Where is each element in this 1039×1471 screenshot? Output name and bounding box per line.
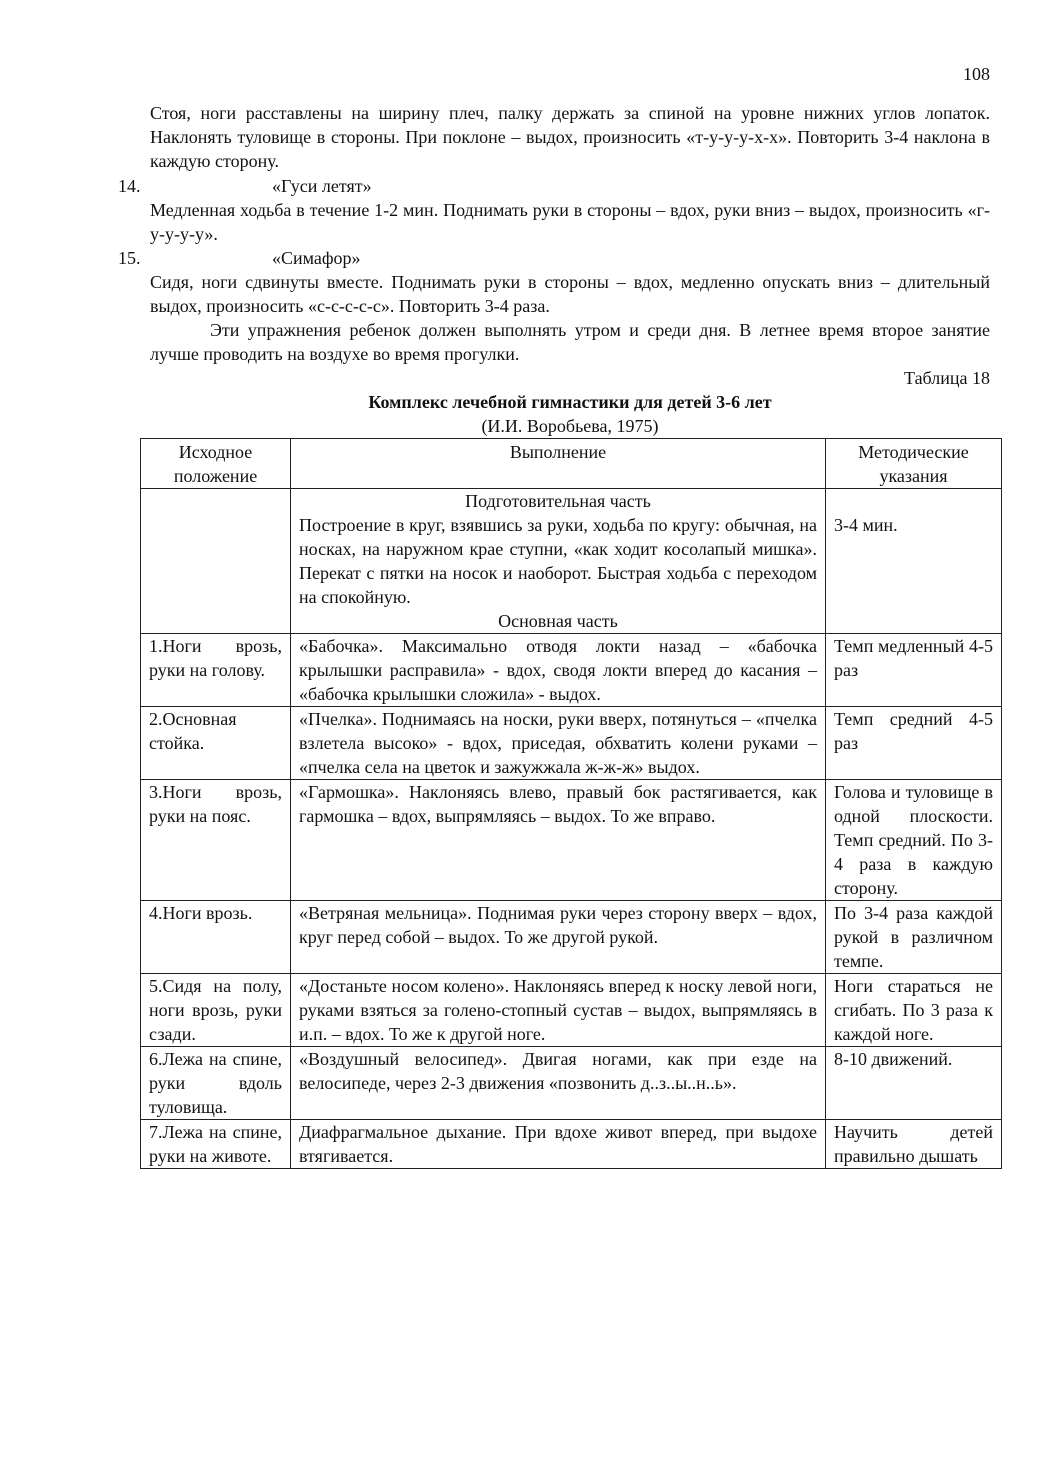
row-execution: Диафрагмальное дыхание. При вдохе живот вперед, при выдохе втягивается. xyxy=(299,1122,817,1166)
prep-position-cell xyxy=(141,489,291,634)
intro-paragraph: Стоя, ноги расставлены на ширину плеч, палку держать за спиной на уровне нижних углов лопаток. Наклонять туловище в стороны. При поклоне – выдох, произносить «т-у-у-у-х-х». Повторить 3-4 наклона в каждую сторону. xyxy=(150,103,990,171)
exercise-14-text: Медленная ходьба в течение 1-2 мин. Поднимать руки в стороны – вдох, руки вниз – выдох, произносить «г-у-у-у-у». xyxy=(150,200,990,244)
row-execution: «Достаньте носом колено». Наклоняясь вперед к носку левой ноги, руками взяться за голено-стопный сустав – выдох, выпрямляясь в и.п. – вдох. То же к другой ноге. xyxy=(299,976,817,1044)
exercise-15-number: 15. xyxy=(118,248,141,268)
header-execution: Выполнение xyxy=(291,439,826,489)
table-header-row xyxy=(141,439,1002,489)
table-label: Таблица 18 xyxy=(904,368,990,388)
table-row xyxy=(141,974,1002,1047)
row-position: 1.Ноги врозь, руки на голову. xyxy=(149,636,282,680)
row-notes: Темп медленный 4-5 раз xyxy=(834,636,993,680)
prep-notes-text: 3-4 мин. xyxy=(834,515,898,535)
row-position: 2.Основная стойка. xyxy=(149,709,237,753)
table-row xyxy=(141,780,1002,901)
table-row-prep xyxy=(141,489,1002,634)
exercise-14-title: «Гуси летят» xyxy=(272,176,372,196)
row-position: 5.Сидя на полу, ноги врозь, руки сзади. xyxy=(149,976,282,1044)
prep-section-heading: Подготовительная часть xyxy=(465,491,651,511)
row-execution: «Бабочка». Максимально отводя локти назад – «бабочка крылышки расправила» - вдох, сводя локти вперед до касания – «бабочка крылышки сложила» - выдох. xyxy=(299,636,817,704)
row-notes: Научить детей правильно дышать xyxy=(834,1122,993,1166)
exercise-15-text: Сидя, ноги сдвинуты вместе. Поднимать руки в стороны – вдох, медленно опускать вниз – длительный выдох, произносить «с-с-с-с-с». Повторить 3-4 раза. xyxy=(150,272,990,316)
row-position: 3.Ноги врозь, руки на пояс. xyxy=(149,782,282,826)
table-row xyxy=(141,901,1002,974)
row-execution: «Гармошка». Наклоняясь влево, правый бок растягивается, как гармошка – вдох, выпрямляясь – выдох. То же вправо. xyxy=(299,782,817,826)
table-subtitle: (И.И. Воробьева, 1975) xyxy=(481,416,659,436)
row-notes: Ноги стараться не сгибать. По 3 раза к каждой ноге. xyxy=(834,976,993,1044)
exercise-14-number: 14. xyxy=(118,176,141,196)
table-title: Комплекс лечебной гимнастики для детей 3-6 лет xyxy=(368,392,772,412)
row-execution: «Ветряная мельница». Поднимая руки через сторону вверх – вдох, круг перед собой – выдох. То же другой рукой. xyxy=(299,903,817,947)
exercise-15-title: «Симафор» xyxy=(272,248,361,268)
row-notes: Темп средний 4-5 раз xyxy=(834,709,993,753)
header-notes: Методические указания xyxy=(826,439,1002,489)
prep-execution-cell xyxy=(291,489,826,634)
row-notes: Голова и туловище в одной плоскости. Темп средний. По 3-4 раза в каждую сторону. xyxy=(834,782,993,898)
row-position: 6.Лежа на спине, руки вдоль туловища. xyxy=(149,1049,282,1117)
main-section-heading: Основная часть xyxy=(498,611,618,631)
prep-notes-cell xyxy=(826,489,1002,634)
row-position: 4.Ноги врозь. xyxy=(149,903,253,923)
row-position: 7.Лежа на спине, руки на животе. xyxy=(149,1122,282,1166)
exercise-table xyxy=(140,438,1002,1169)
table-row xyxy=(141,1047,1002,1120)
prep-execution-text: Построение в круг, взявшись за руки, ходьба по кругу: обычная, на носках, на наружном крае ступни, «как ходит косолапый мишка». Перекат с пятки на носок и наоборот. Быстрая ходьба с переходом на спокойную. xyxy=(299,515,817,607)
row-notes: 8-10 движений. xyxy=(834,1049,953,1069)
row-execution: «Пчелка». Поднимаясь на носки, руки вверх, потянуться – «пчелка взлетела высоко» - вдох, приседая, обхватить колени руками – «пчелка села на цветок и зажужжала ж-ж-ж» выдох. xyxy=(299,709,817,777)
page-number: 108 xyxy=(963,64,990,84)
row-execution: «Воздушный велосипед». Двигая ногами, как при езде на велосипеде, через 2-3 движения «позвонить д..з..ы..н..ь». xyxy=(299,1049,817,1093)
header-position: Исходное положение xyxy=(141,439,291,489)
table-row xyxy=(141,707,1002,780)
row-notes: По 3-4 раза каждой рукой в различном темпе. xyxy=(834,903,993,971)
table-row xyxy=(141,1120,1002,1169)
closing-paragraph: Эти упражнения ребенок должен выполнять утром и среди дня. В летнее время второе занятие лучше проводить на воздухе во время прогулки. xyxy=(150,320,990,364)
table-row xyxy=(141,634,1002,707)
